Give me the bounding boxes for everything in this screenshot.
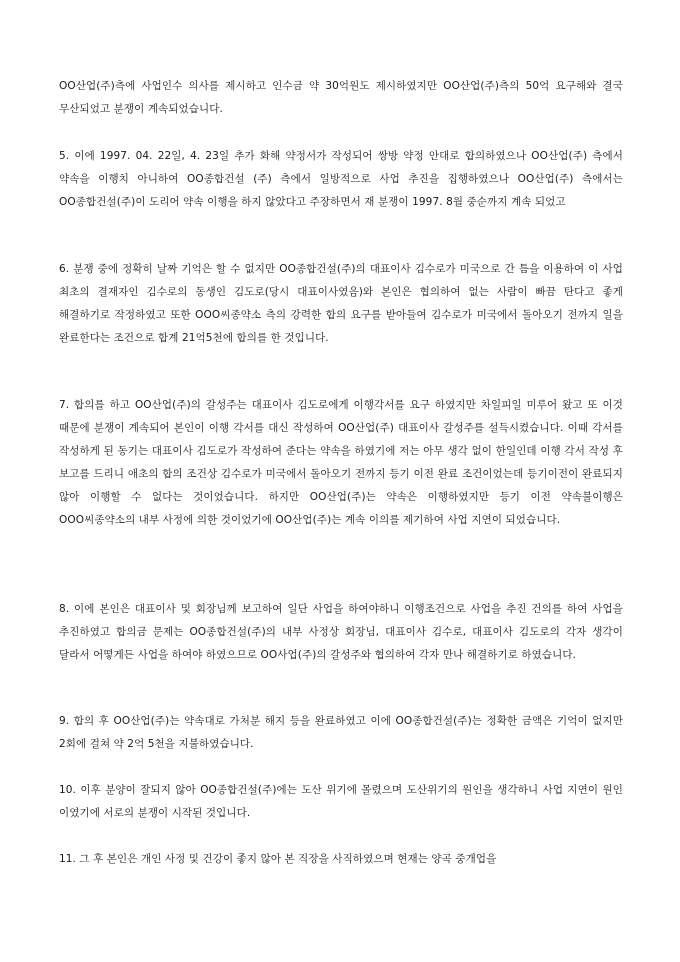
paragraph-intro: OO산업(주)측에 사업인수 의사를 제시하고 인수금 약 30억원도 제시하였지만 OO산업(주)측의 50억 요구해와 결국 무산되었고 분쟁이 계속되었습니다.: [59, 80, 623, 115]
paragraph-9: 9. 합의 후 OO산업(주)는 약속대로 가처분 해지 등을 완료하였고 이에 OO종합건설(주)는 정확한 금액은 기억이 없지만 2회에 걸쳐 약 2억 5천을 지불하였습니다.: [59, 715, 623, 750]
paragraph-5: 5. 이에 1997. 04. 22일, 4. 23일 추가 화해 약정서가 작성되어 쌍방 약정 안대로 합의하였으나 OO산업(주) 측에서 약속을 이행치 아니하여 OO종합건설 (주) 측에서 일방적으로 사업 추진을 집행하였으나 OO산업(주) 측에서는 OO종합건설(주)이 도리어 약속 이행을 하지 않았다고 주장하면서 재 분쟁이 1997. 8월 중순까지 계속 되었고: [59, 150, 623, 208]
paragraph-8: 8. 이에 본인은 대표이사 및 회장님께 보고하여 일단 사업을 하여야하니 이행조건으로 사업을 추진 건의를 하여 사업을 추진하였고 합의금 문제는 OO종합건설(주)의 내부 사정상 회장님, 대표이사 김수로, 대표이사 김도로의 각자 생각이 달라서 어떻게든 사업을 하여야 하였으므로 OO사업(주)의 갈성주와 협의하여 각자 만나 해결하기로 하였습니다.: [59, 603, 623, 661]
paragraph-10: 10. 이후 분양이 잘되지 않아 OO종합건설(주)에는 도산 위기에 몰렸으며 도산위기의 원인을 생각하니 사업 지연이 원인 이였기에 서로의 분쟁이 시작된 것입니다.: [59, 784, 623, 819]
paragraph-11: 11. 그 후 본인은 개인 사정 및 건강이 좋지 않아 본 직장을 사직하였으며 현재는 양곡 중개업을: [59, 853, 497, 865]
paragraph-6: 6. 분쟁 중에 정확히 날짜 기억은 할 수 없지만 OO종합건설(주)의 대표이사 김수로가 미국으로 간 틈을 이용하여 이 사업 최초의 결재자인 김수로의 동생인 김도로(당시 대표이사였음)와 본인은 협의하여 없는 사람이 빠끔 탄다고 좋게 해결하기로 작정하였고 또한 OOO씨종약소 측의 강력한 합의 요구를 받아들여 김수로가 미국에서 돌아오기 전까지 일을 완료한다는 조건으로 합계 21억5천에 합의를 한 것입니다.: [59, 263, 623, 344]
paragraph-7: 7. 합의를 하고 OO산업(주)의 갈성주는 대표이사 김도로에게 이행각서를 요구 하였지만 차일피일 미루어 왔고 또 이것 때문에 분쟁이 계속되어 본인이 이행 각서를 대신 작성하여 OO산업(주) 대표이사 갈성주를 설득시켰습니다. 이때 각서를 작성하게 된 동기는 대표이사 김도로가 작성하여 준다는 약속을 하였기에 저는 아무 생각 없이 한일인데 이행 각서 작성 후 보고를 드리니 애초의 합의 조건상 김수로가 미국에서 돌아오기 전까지 등기 이전 완료 조건이었는데 등기이전이 완료되지 않아 이행할 수 없다는 것이었습니다. 하지만 OO산업(주)는 약속은 이행하였지만 등기 이전 약속불이행은 OOO씨종약소의 내부 사정에 의한 것이었기에 OO산업(주)는 계속 이의를 제기하여 사업 지연이 되었습니다.: [59, 399, 623, 526]
